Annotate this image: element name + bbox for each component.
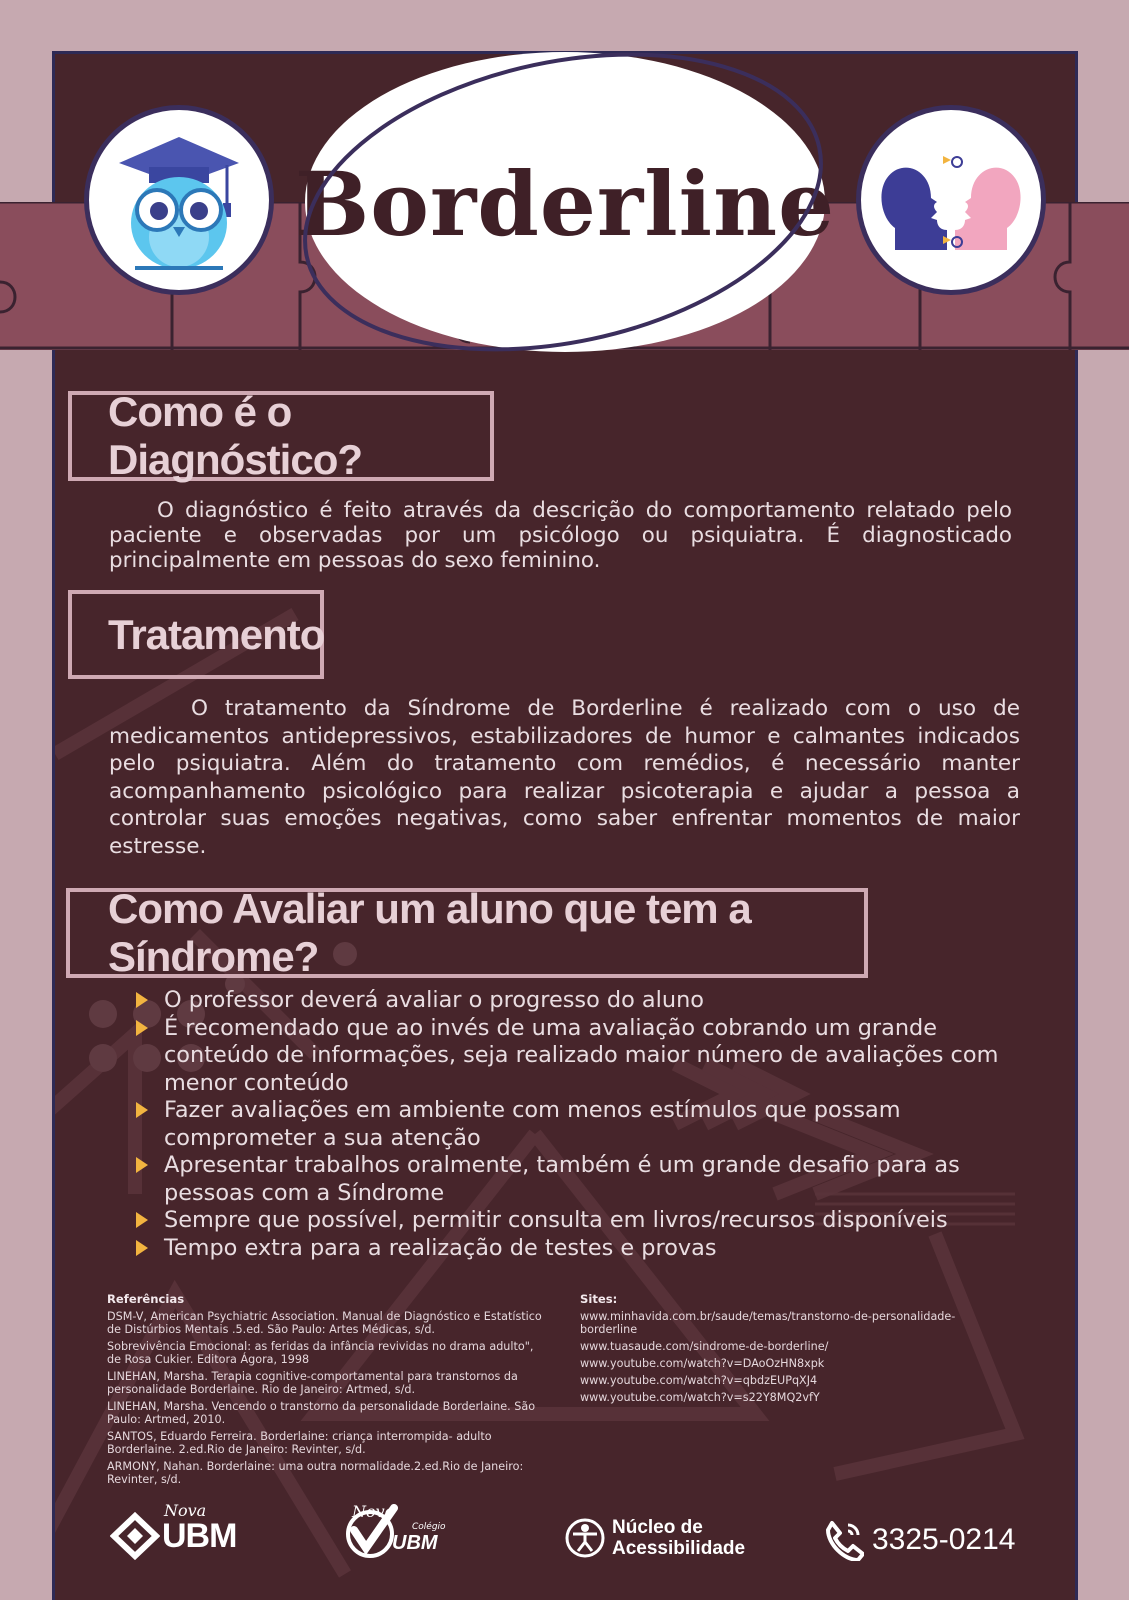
owl-graduate-icon xyxy=(109,125,249,275)
site-link[interactable]: www.youtube.com/watch?v=DAoOzHN8xpk xyxy=(580,1357,825,1370)
bullet-arrow-icon xyxy=(136,992,148,1008)
list-item: É recomendado que ao invés de uma avaliação cobrando um grande conteúdo de informações, seja realizado maior número de avaliações com menor conteúdo xyxy=(136,1015,1016,1098)
colegio-text: Colégio xyxy=(412,1521,446,1532)
list-item: Apresentar trabalhos oralmente, também é um grande desafio para as pessoas com a Síndrome xyxy=(136,1152,1016,1207)
page-title: Borderline xyxy=(294,152,836,256)
phone-contact xyxy=(822,1519,1015,1561)
nucleo-line1: Núcleo de xyxy=(612,1517,703,1538)
bullet-arrow-icon xyxy=(136,1020,148,1036)
sites xyxy=(580,1293,1000,1408)
bullet-arrow-icon xyxy=(136,1102,148,1118)
list-item: Sempre que possível, permitir consulta em livros/recursos disponíveis xyxy=(136,1207,1016,1235)
owl-badge xyxy=(84,105,274,295)
two-faces-icon xyxy=(881,140,1021,260)
reference-item: LINEHAN, Marsha. Vencendo o transtorno da personalidade Borderlaine. São Paulo: Artmed, 2010. xyxy=(107,1400,536,1426)
site-link[interactable]: www.tuasaude.com/sindrome-de-borderline/ xyxy=(580,1340,829,1353)
novo-script: Novo xyxy=(352,1501,395,1521)
phone-number[interactable]: 3325-0214 xyxy=(872,1523,1016,1556)
heading-avaliar xyxy=(66,885,868,980)
list-item: Fazer avaliações em ambiente com menos estímulos que possam comprometer a sua atenção xyxy=(136,1097,1016,1152)
colegio-ubm-logo xyxy=(342,1500,446,1560)
reference-item: Sobrevivência Emocional: as feridas da infância revividas no drama adulto", de Rosa Cukier. Editora Ágora, 1998 xyxy=(107,1340,534,1366)
reference-item: LINEHAN, Marsha. Terapia cognitive-comportamental para transtornos da personalidade Borderlaine. Rio de Janeiro: Artmed, s/d. xyxy=(107,1370,518,1396)
heading-tratamento xyxy=(68,590,324,679)
nova-ubm-logo xyxy=(110,1500,237,1560)
list-item: O professor deverá avaliar o progresso do aluno xyxy=(136,987,1016,1015)
accessibility-icon xyxy=(564,1517,606,1559)
avaliar-list xyxy=(136,987,1016,1262)
references-heading: Referências xyxy=(107,1292,185,1306)
colegio-ubm-text: UBM xyxy=(392,1531,438,1554)
heading-tratamento-text: Tratamento xyxy=(108,610,325,658)
ubm-text: UBM xyxy=(162,1516,237,1555)
nucleo-acessibilidade xyxy=(564,1517,745,1559)
list-item: Tempo extra para a realização de testes e provas xyxy=(136,1235,1016,1263)
ubm-diamond-icon xyxy=(110,1512,160,1560)
nucleo-line2: Acessibilidade xyxy=(612,1538,746,1559)
sites-heading: Sites: xyxy=(580,1292,618,1306)
bullet-arrow-icon xyxy=(136,1240,148,1256)
title-ring xyxy=(296,48,830,356)
site-link[interactable]: www.youtube.com/watch?v=s22Y8MQ2vfY xyxy=(580,1391,820,1404)
heading-diagnostico xyxy=(68,388,494,483)
faces-badge xyxy=(856,105,1046,295)
paragraph-diagnostico: O diagnóstico é feito através da descrição do comportamento relatado pelo paciente e observadas por um psicólogo ou psiquiatra. É diagnosticado principalmente em pessoas do sexo feminino. xyxy=(109,498,1012,573)
reference-item: ARMONY, Nahan. Borderlaine: uma outra normalidade.2.ed.Rio de Janeiro: Revinter, s/d. xyxy=(107,1460,524,1486)
references xyxy=(107,1293,547,1490)
reference-item: SANTOS, Eduardo Ferreira. Borderlaine: criança interrompida- adulto Borderlaine. 2.ed.Rio de Janeiro: Revinter, s/d. xyxy=(107,1430,492,1456)
site-link[interactable]: www.youtube.com/watch?v=qbdzEUPqXJ4 xyxy=(580,1374,818,1387)
paragraph-tratamento: O tratamento da Síndrome de Borderline é realizado com o uso de medicamentos antidepressivos, estabilizadores de humor e calmantes indicados pelo psiquiatra. Além do tratamento com remédios, é necessário manter acompanhamento psicológico para realizar psicoterapia e ajudar a pessoa a controlar suas emoções negativas, como saber enfrentar momentos de maior estresse. xyxy=(109,696,1020,859)
nova-script: Nova xyxy=(164,1500,207,1520)
heading-diagnostico-text: Como é o Diagnóstico? xyxy=(108,388,363,483)
heading-avaliar-text: Como Avaliar um aluno que tem a Síndrome? xyxy=(108,885,751,980)
bullet-arrow-icon xyxy=(136,1212,148,1228)
phone-icon xyxy=(822,1519,864,1561)
bullet-arrow-icon xyxy=(136,1157,148,1173)
site-link[interactable]: www.minhavida.com.br/saude/temas/transtorno-de-personalidade-borderline xyxy=(580,1310,956,1336)
reference-item: DSM-V, American Psychiatric Association. Manual de Diagnóstico e Estatístico de Distúrbios Mentais .5.ed. São Paulo: Artes Médicas, s/d. xyxy=(107,1310,542,1336)
